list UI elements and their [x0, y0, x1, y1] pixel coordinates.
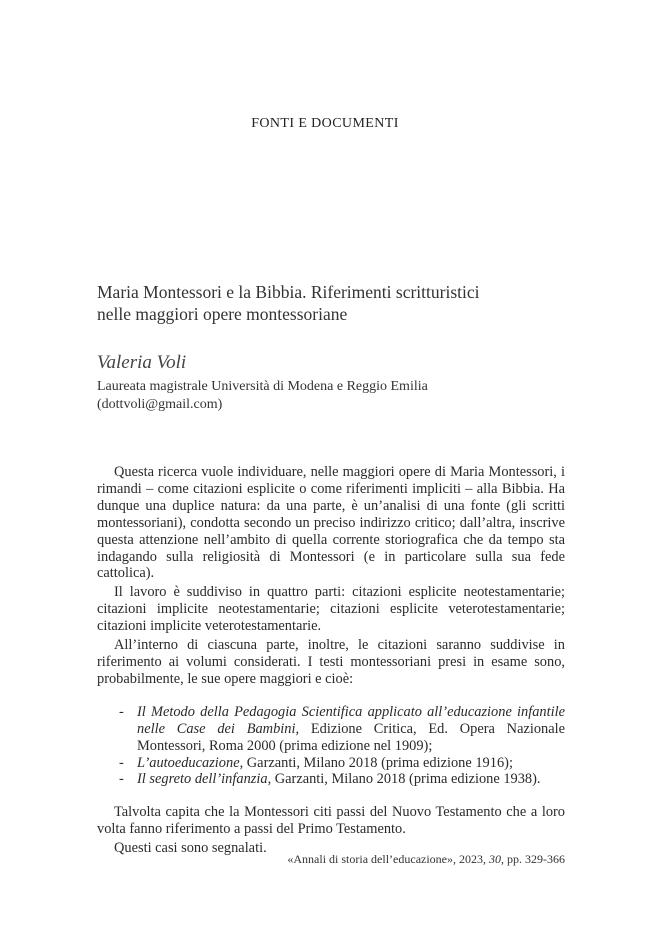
citation-volume: 30 [489, 852, 501, 866]
citation-pages: , pp. 329-366 [501, 852, 565, 866]
works-list-item [97, 771, 565, 788]
affiliation-line: Laureata magistrale Università di Modena e Reggio Emilia [97, 379, 428, 394]
section-header: FONTI E DOCUMENTI [251, 116, 399, 131]
body-paragraph: Talvolta capita che la Montessori citi passi del Nuovo Testamento che a loro volta fanno riferimento a passi del Primo Testamento. [97, 804, 565, 838]
work-title: Il segreto dell’infanzia [137, 771, 268, 788]
body-paragraph: Questa ricerca vuole individuare, nelle maggiori opere di Maria Montessori, i rimandi – come citazioni esplicite o come riferimenti impliciti – alla Bibbia. Ha dunque una duplice natura: da una parte, è un’analisi di una fonte (gli scritti montessoriani), condotta secondo un preciso indirizzo critico; dall’altra, inscrive questa attenzione nell’ambito di quella corrente storiografica che da tempo sta indagando sulla religiosità di Montessori (e in particolare sulla sua fede cattolica). [97, 464, 565, 582]
author-affiliation [97, 378, 428, 414]
body-paragraph: All’interno di ciascuna parte, inoltre, le citazioni saranno suddivise in riferimento ai volumi considerati. I testi montessoriani presi in esame sono, probabilmente, le sue opere maggiori e cioè: [97, 637, 565, 687]
list-dash: - [119, 703, 124, 720]
journal-citation [287, 852, 565, 867]
citation-prefix: «Annali di storia dell’educazione», 2023, [287, 852, 489, 866]
work-title: Il Metodo della Pedagogia Scientifica applicato all’educazione infantile nelle Case dei Bambini, [137, 703, 565, 737]
article-title [97, 281, 557, 325]
article-title-line-1: Maria Montessori e la Bibbia. Riferimenti scritturistici [97, 282, 480, 302]
list-dash: - [119, 754, 124, 771]
works-list-item [97, 755, 565, 772]
work-details: , Garzanti, Milano 2018 (prima edizione 1916); [239, 754, 513, 771]
body-paragraph: Questi casi sono segnalati. [114, 840, 267, 857]
article-title-line-2: nelle maggiori opere montessoriane [97, 304, 348, 324]
body-paragraph: Il lavoro è suddiviso in quattro parti: citazioni esplicite neotestamentarie; citazioni implicite neotestamentarie; citazioni esplicite veterotestamentarie; citazioni implicite veterotestamentarie. [97, 584, 565, 635]
works-list [97, 704, 565, 789]
works-list-item [97, 704, 565, 755]
list-dash: - [119, 771, 124, 788]
author-email: (dottvoli@gmail.com) [97, 397, 223, 412]
work-details: Edizione Critica, Ed. Opera Nazionale Montessori, Roma 2000 (prima edizione nel 1909); [137, 720, 566, 754]
author-name: Valeria Voli [97, 352, 187, 373]
work-title: L’autoeducazione [137, 754, 240, 771]
work-details: , Garzanti, Milano 2018 (prima edizione 1938). [267, 771, 541, 788]
article-body [97, 464, 565, 857]
